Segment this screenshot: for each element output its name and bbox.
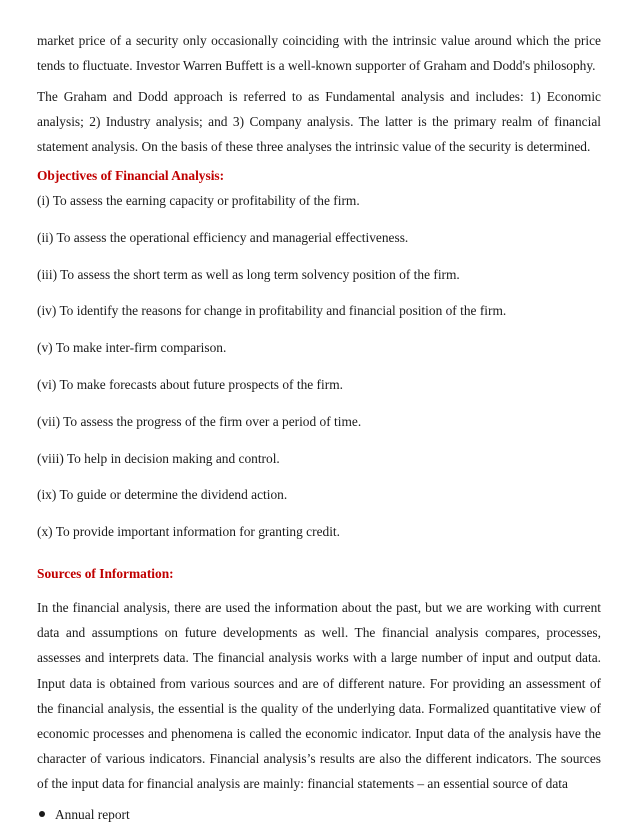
objective-item: (viii) To help in decision making and control. <box>37 450 280 466</box>
objective-item: (v) To make inter-firm comparison. <box>37 340 227 356</box>
sources-paragraph: In the financial analysis, there are used the information about the past, but we are working with current data and assumptions on future developments as well. The financial analysis compares, processes, assesses and interprets data. The financial analysis works with a large number of input and output data. Input data is obtained from various sources and are of different nature. For providing an assessment of the financial analysis, the essential is the quality of the underlying data. Formalized quantitative view of economic processes and phenomena is called the economic indicator. Input data of the analysis have the character of various indicators. Financial analysis’s results are also the different indicators. The sources of the input data for financial analysis are mainly: financial statements – an essential source of data <box>37 599 601 792</box>
intro-paragraph: market price of a security only occasionally coinciding with the intrinsic value around which the price tends to fluctuate. Investor Warren Buffett is a well-known supporter of Graham and Dodd's philosophy. <box>37 33 601 73</box>
objectives-heading: Objectives of Financial Analysis: <box>37 168 225 183</box>
sources-heading: Sources of Information: <box>37 565 174 581</box>
objectives-list <box>37 188 601 556</box>
bullet-text: Annual report <box>55 806 130 822</box>
document-page <box>37 28 601 827</box>
bullet-icon <box>39 811 45 817</box>
objective-item: (ix) To guide or determine the dividend action. <box>37 487 288 503</box>
graham-dodd-paragraph: The Graham and Dodd approach is referred to as Fundamental analysis and includes: 1) Economic analysis; 2) Industry analysis; and 3) Company analysis. The latter is the primary realm of financial statement analysis. On the basis of these three analyses the intrinsic value of the security is determined. <box>37 89 601 154</box>
sources-bullet-list <box>37 802 601 827</box>
bullet-item <box>37 802 601 827</box>
objective-item: (ii) To assess the operational efficiency and managerial effectiveness. <box>37 229 409 245</box>
objective-item: (vi) To make forecasts about future prospects of the firm. <box>37 376 343 392</box>
objective-item: (iv) To identify the reasons for change in profitability and financial position of the firm. <box>37 303 507 319</box>
objective-item: (vii) To assess the progress of the firm over a period of time. <box>37 413 362 429</box>
objective-item: (x) To provide important information for granting credit. <box>37 524 341 540</box>
objective-item: (iii) To assess the short term as well as long term solvency position of the firm. <box>37 266 460 282</box>
objective-item: (i) To assess the earning capacity or profitability of the firm. <box>37 193 360 208</box>
